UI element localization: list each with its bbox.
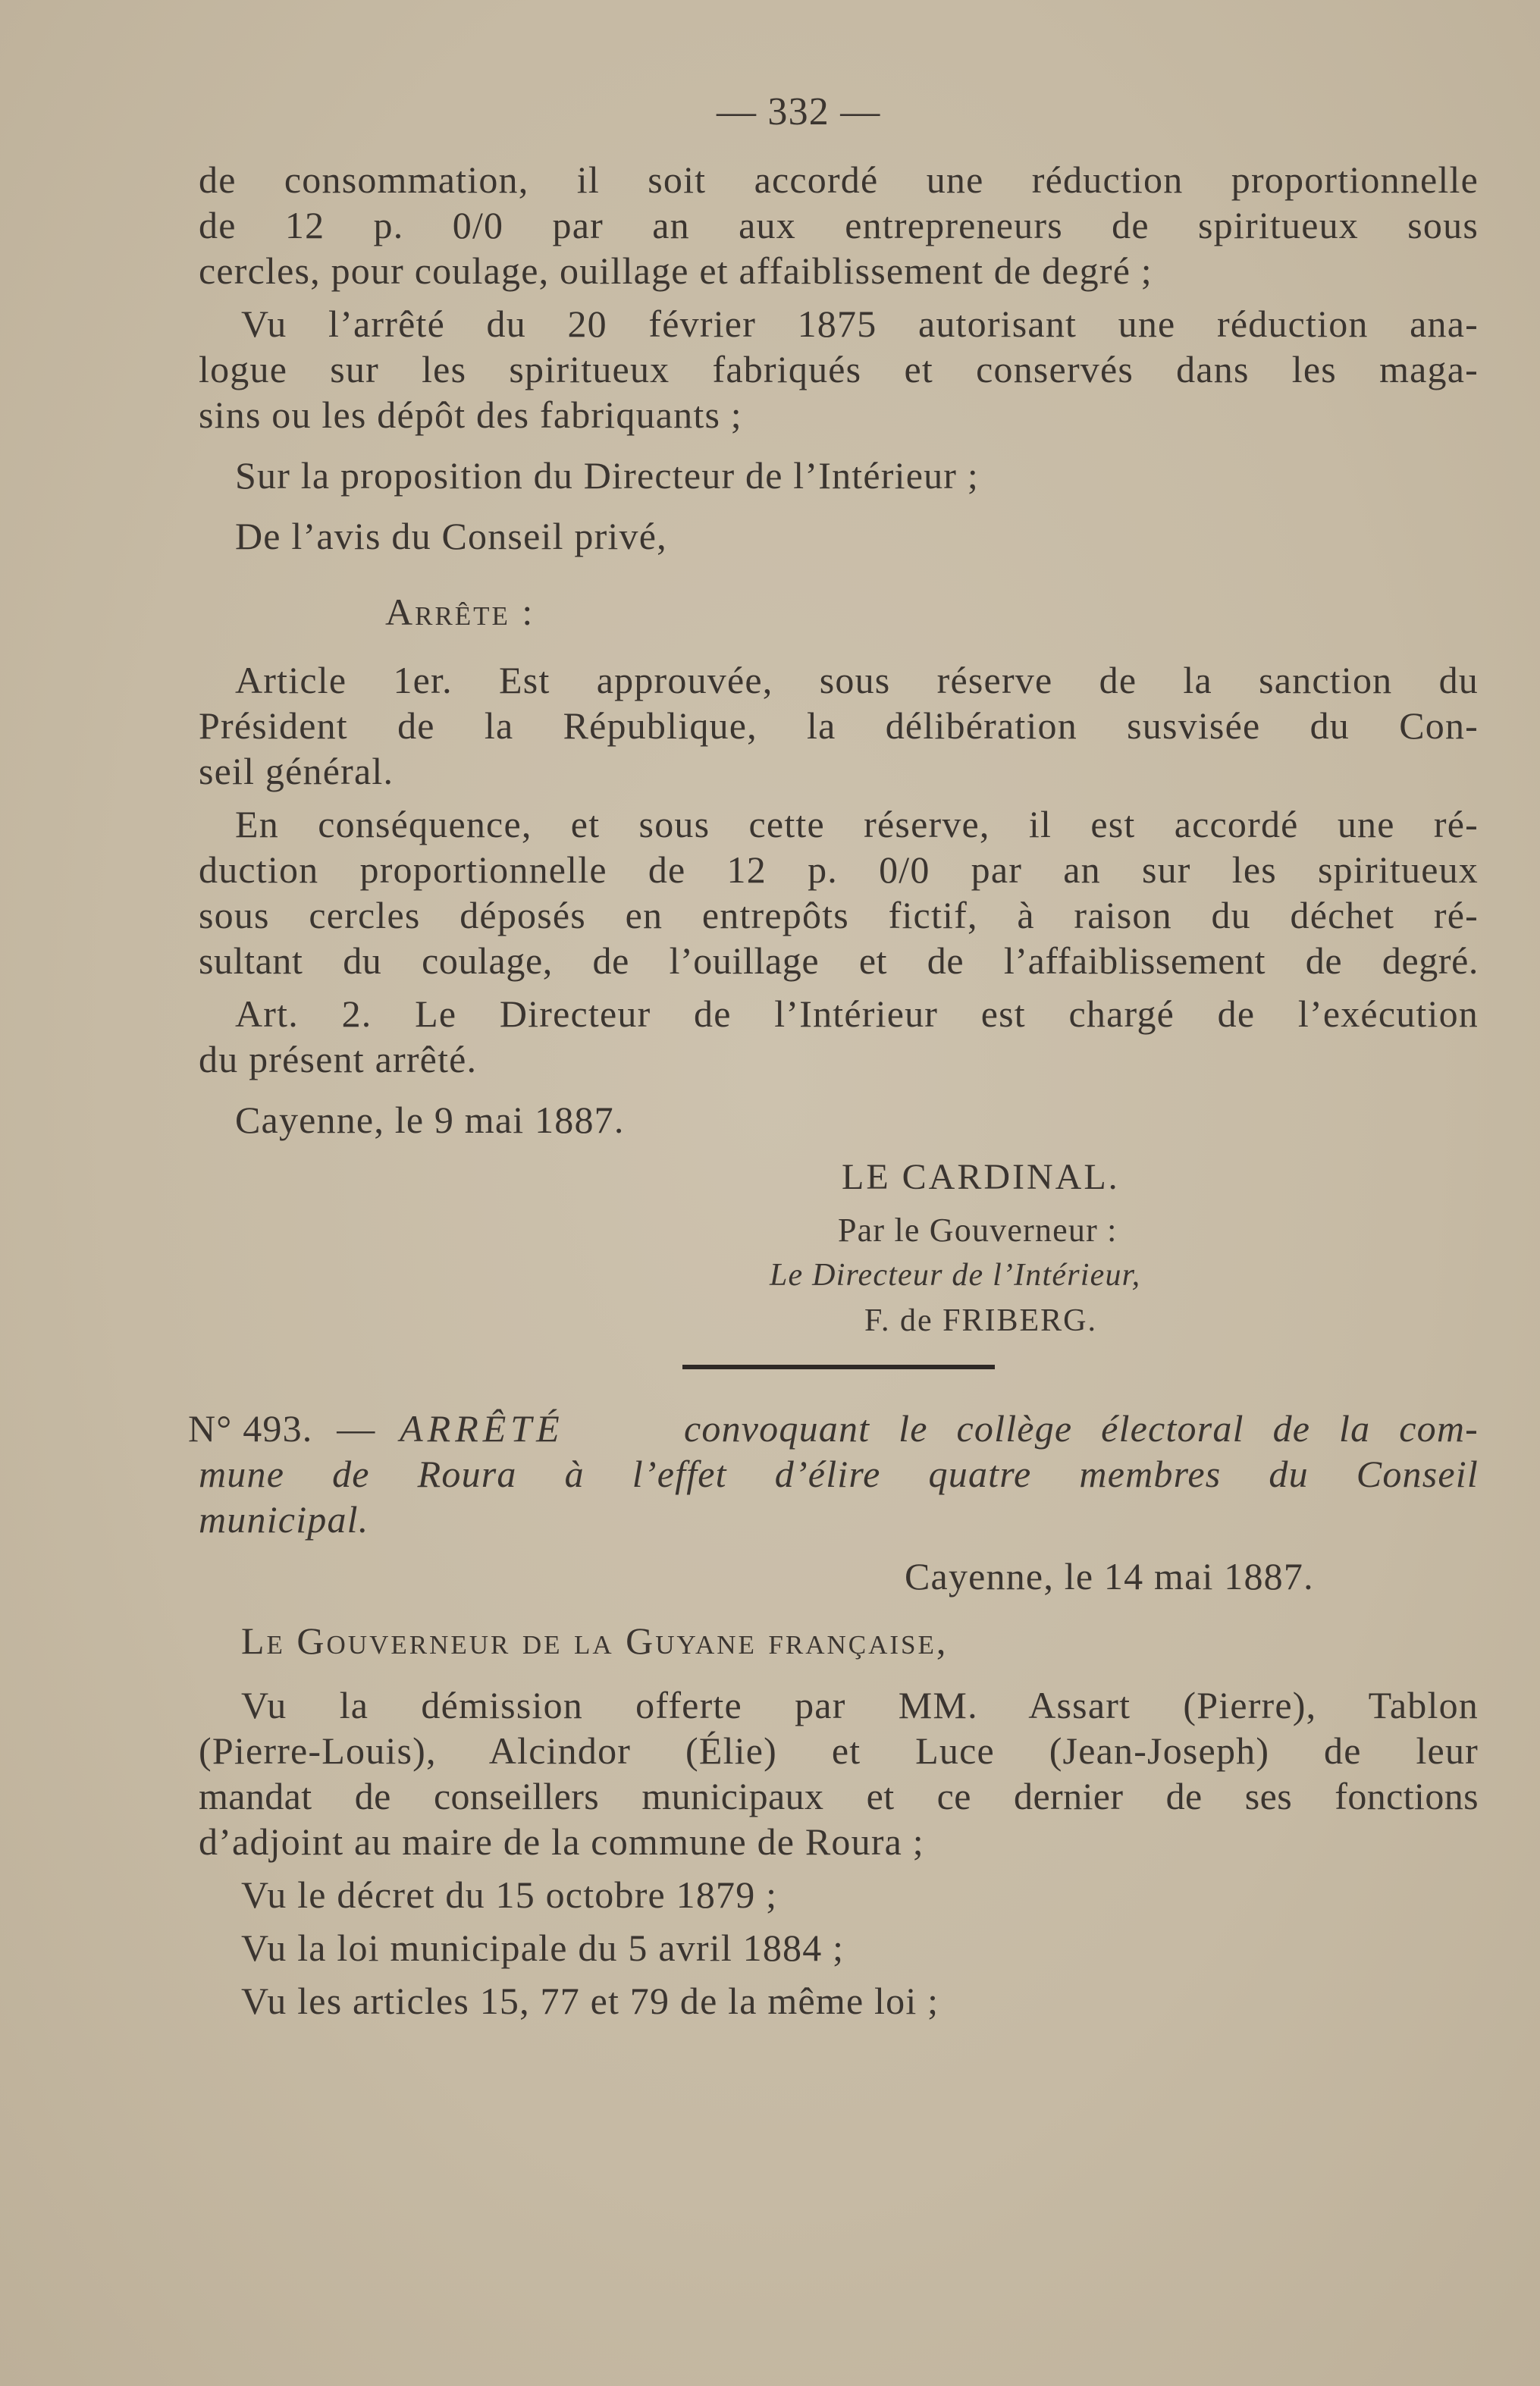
text-line: duction proportionnelle de 12 p. 0/0 par an sur les spiritueux bbox=[199, 848, 1479, 891]
date-line: Cayenne, le 9 mai 1887. bbox=[235, 1099, 625, 1141]
text-line: En conséquence, et sous cette réserve, il est accordé une ré- bbox=[235, 803, 1479, 845]
vu-item: Vu le décret du 15 octobre 1879 ; bbox=[241, 1873, 778, 1916]
text-line: De l’avis du Conseil privé, bbox=[235, 515, 667, 557]
text-line: du présent arrêté. bbox=[199, 1038, 478, 1080]
vu-item: Vu les articles 15, 77 et 79 de la même loi ; bbox=[241, 1980, 939, 2022]
text-line: Vu la démission offerte par MM. Assart (Pierre), Tablon bbox=[241, 1684, 1479, 1726]
text-line: Article 1er. Est approuvée, sous réserve de la sanction du bbox=[235, 659, 1479, 701]
text-line: Vu l’arrêté du 20 février 1875 autorisant une réduction ana- bbox=[241, 303, 1479, 345]
text-line: (Pierre-Louis), Alcindor (Élie) et Luce (Jean-Joseph) de leur bbox=[199, 1729, 1479, 1772]
text-line: d’adjoint au maire de la commune de Roura ; bbox=[199, 1820, 924, 1863]
text-line: logue sur les spiritueux fabriqués et conservés dans les maga- bbox=[199, 348, 1479, 390]
signature-par: Par le Gouverneur : bbox=[838, 1212, 1118, 1249]
gouverneur-line: Le Gouverneur de la Guyane française, bbox=[241, 1619, 949, 1662]
decree-dash: — bbox=[337, 1407, 376, 1450]
section-heading: Arrête : bbox=[385, 591, 535, 633]
text-line: Art. 2. Le Directeur de l’Intérieur est chargé de l’exécution bbox=[235, 992, 1479, 1035]
decree-title-line: convoquant le collège électoral de la com- bbox=[684, 1407, 1479, 1450]
text-line: sous cercles déposés en entrepôts fictif, à raison du déchet ré- bbox=[199, 894, 1479, 936]
decree-date: Cayenne, le 14 mai 1887. bbox=[905, 1555, 1314, 1597]
signature-role: Le Directeur de l’Intérieur, bbox=[770, 1258, 1141, 1293]
text-line: de 12 p. 0/0 par an aux entrepreneurs de spiritueux sous bbox=[199, 204, 1479, 246]
signature-name: LE CARDINAL. bbox=[842, 1157, 1120, 1197]
text-line: seil général. bbox=[199, 750, 394, 792]
text-line: Président de la République, la délibération susvisée du Con- bbox=[199, 704, 1479, 747]
vu-item: Vu la loi municipale du 5 avril 1884 ; bbox=[241, 1927, 845, 1969]
section-divider bbox=[682, 1365, 995, 1369]
decree-title-word: ARRÊTÉ bbox=[400, 1407, 564, 1450]
decree-header bbox=[188, 1406, 564, 1451]
text-line: sins ou les dépôt des fabriquants ; bbox=[199, 393, 742, 436]
signature-signer: F. de FRIBERG. bbox=[864, 1303, 1098, 1338]
decree-title-line: mune de Roura à l’effet d’élire quatre membres du Conseil bbox=[199, 1453, 1479, 1495]
text-line: cercles, pour coulage, ouillage et affaiblissement de degré ; bbox=[199, 249, 1153, 292]
decree-number: N° 493. bbox=[188, 1407, 313, 1450]
text-line: Sur la proposition du Directeur de l’Intérieur ; bbox=[235, 454, 979, 497]
text-line: sultant du coulage, de l’ouillage et de l’affaiblissement de degré. bbox=[199, 939, 1479, 982]
page-number: — 332 — bbox=[717, 90, 881, 133]
text-line: de consommation, il soit accordé une réduction proportionnelle bbox=[199, 158, 1479, 201]
text-line: mandat de conseillers municipaux et ce dernier de ses fonctions bbox=[199, 1775, 1479, 1817]
decree-title-line: municipal. bbox=[199, 1498, 369, 1541]
